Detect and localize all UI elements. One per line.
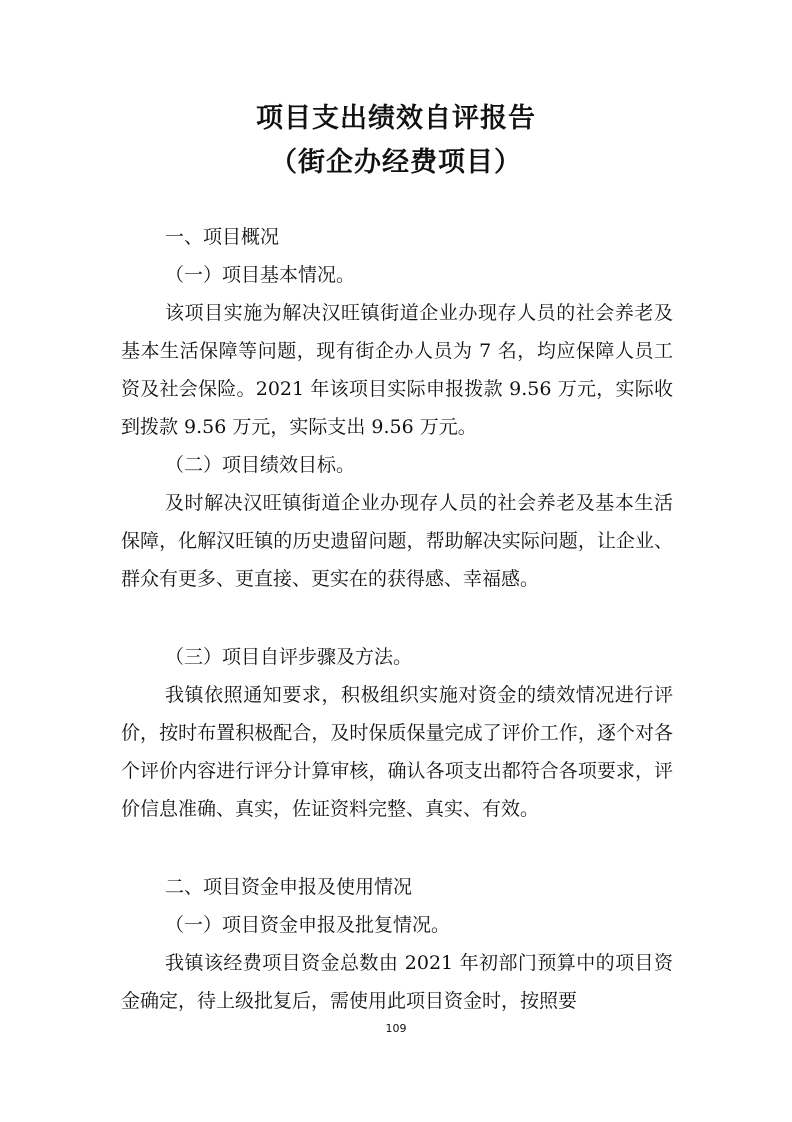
section-heading-1: 一、项目概况	[165, 226, 280, 248]
subsection-heading-1-1: （一）项目基本情况。	[165, 264, 356, 286]
paragraph-2-1: 我镇该经费项目资金总数由 2021 年初部门预算中的项目资金确定，待上级批复后，需使用此项目资金时，按照要	[121, 952, 673, 1012]
subsection-heading-1-2: （二）项目绩效目标。	[165, 454, 356, 476]
subsection-heading-1-3: （三）项目自评步骤及方法。	[165, 646, 413, 668]
paragraph-1-1: 该项目实施为解决汉旺镇街道企业办现存人员的社会养老及基本生活保障等问题，现有街企办人员为 7 名，均应保障人员工资及社会保险。2021 年该项目实际申报拨款 9.56 万元，实际收到拨款 9.56 万元，实际支出 9.56 万元。	[121, 302, 673, 438]
section-heading-2: 二、项目资金申报及使用情况	[165, 876, 413, 898]
document-title: 项目支出绩效自评报告	[256, 103, 536, 134]
paragraph-1-3: 我镇依照通知要求，积极组织实施对资金的绩效情况进行评价，按时布置积极配合，及时保质保量完成了评价工作，逐个对各个评价内容进行评分计算审核，确认各项支出都符合各项要求，评价信息准确、真实，佐证资料完整、真实、有效。	[121, 684, 673, 820]
subsection-heading-2-1: （一）项目资金申报及批复情况。	[165, 914, 451, 936]
document-subtitle: （街企办经费项目）	[270, 147, 522, 178]
paragraph-1-2: 及时解决汉旺镇街道企业办现存人员的社会养老及基本生活保障，化解汉旺镇的历史遗留问题，帮助解决实际问题，让企业、群众有更多、更直接、更实在的获得感、幸福感。	[121, 492, 673, 590]
page-number: 109	[385, 1022, 407, 1035]
